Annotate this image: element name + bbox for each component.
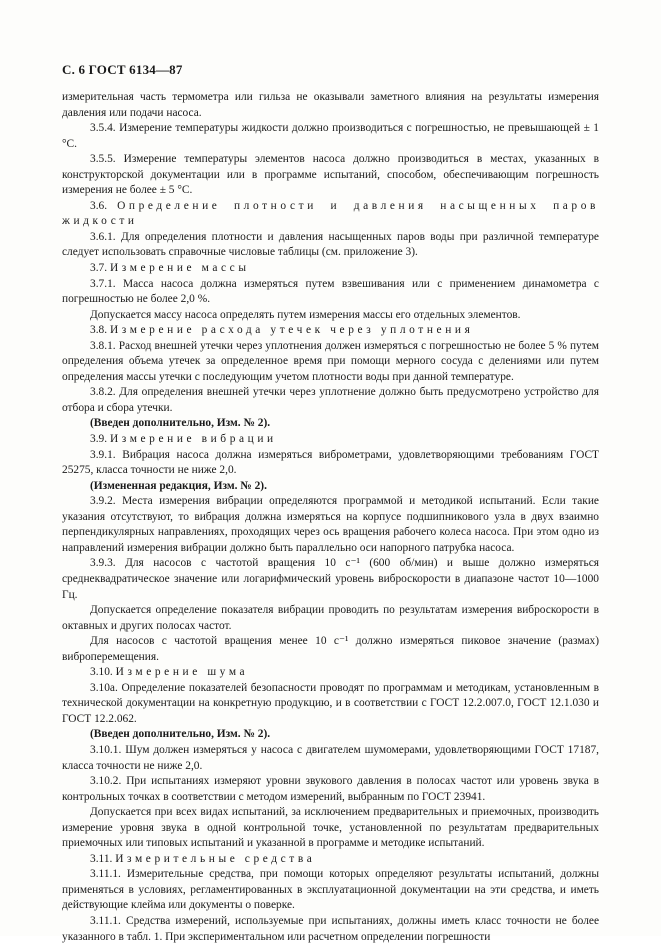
- page-header: С. 6 ГОСТ 6134—87: [62, 62, 183, 77]
- paragraph: измерительная часть термометра или гильза не оказывали заметного влияния на результаты измерения давления или подачи насоса.: [62, 91, 599, 119]
- section-heading: [62, 199, 599, 230]
- paragraph: 3.6.1. Для определения плотности и давления насыщенных паров воды при различной температуре следует использовать справочные числовые таблицы (см. приложение 3).: [62, 230, 599, 259]
- section-number: 3.7.: [90, 262, 108, 275]
- paragraph: 3.8.2. Для определения внешней утечки через уплотнение должно быть предусмотрено устройство для отбора и сбора утечки.: [62, 386, 599, 414]
- paragraph: 3.9.2. Места измерения вибрации определяются программой и методикой испытаний. Если такие указания отсутствуют, то вибрация должна измеряться на корпусе подшипникового узла в двух взаимно перпендикулярных направлениях, проходящих через ось вращения рабочего колеса насоса. При этом одно из направлений измерения вибрации должно быть параллельно оси напорного патрубка насоса.: [62, 495, 599, 554]
- paragraph: Допускается определение показателя вибрации проводить по результатам измерения виброскорости в октавных и других полосах частот.: [62, 604, 599, 632]
- paragraph: Для насосов с частотой вращения менее 10 с⁻¹ должно измеряться пиковое значение (размах) виброперемещения.: [62, 635, 599, 663]
- paragraph: 3.5.4. Измерение температуры жидкости должно производиться с погрешностью, не превышающей ± 1 °С.: [62, 122, 599, 150]
- section-heading: [62, 852, 599, 868]
- paragraph: 3.5.5. Измерение температуры элементов насоса должно производиться в местах, указанных в конструкторской документации или в программе испытаний, способом, обеспечивающим погрешность измерения не более ± 5 °С.: [62, 153, 599, 197]
- section-number: 3.11.: [90, 852, 113, 865]
- paragraph: 3.9.3. Для насосов с частотой вращения 10 с⁻¹ (600 об/мин) и выше должно измеряться среднеквадратическое значение или логарифмический уровень виброскорости в диапазоне частот 10—1000 Гц.: [62, 557, 599, 601]
- amendment-note: (Введен дополнительно, Изм. № 2).: [90, 417, 271, 430]
- section-title: Измерение массы: [109, 262, 250, 275]
- paragraph: 3.7.1. Масса насоса должна измеряться путем взвешивания или с применением динамометра с погрешностью не более 2,0 %.: [62, 277, 599, 306]
- paragraph: 3.10.1. Шум должен измеряться у насоса с двигателем шумомерами, удовлетворяющими ГОСТ 17187, класса точности не ниже 2,0.: [62, 743, 599, 772]
- section-title: Измерение шума: [115, 666, 249, 679]
- section-heading: [62, 323, 599, 339]
- paragraph: Допускается при всех видах испытаний, за исключением предварительных и приемочных, производить измерение уровня звука в одной контрольной точке, установленной по результатам предварительных приемочных или типовых испытаний и указанной в программе и методике испытаний.: [62, 806, 599, 850]
- paragraph: 3.9.1. Вибрация насоса должна измеряться виброметрами, удовлетворяющими требованиям ГОСТ 25275, класса точности не ниже 2,0.: [62, 448, 599, 477]
- section-heading: [62, 665, 599, 681]
- document-body: [62, 90, 599, 945]
- section-title: Определение плотности и давления насыщенных паров жидкости: [62, 199, 599, 228]
- amendment-note: (Измененная редакция, Изм. № 2).: [90, 479, 267, 492]
- paragraph: 3.11.1. Измерительные средства, при помощи которых определяют результаты испытаний, должны применяться в условиях, регламентированных в эксплуатационной документации на эти средства, и иметь действующие клейма или документы о поверке.: [62, 868, 599, 912]
- paragraph: 3.11.1. Средства измерений, используемые при испытаниях, должны иметь класс точности не более указанного в табл. 1. При экспериментальном или расчетном определении погрешности: [62, 914, 599, 943]
- section-title: Измерительные средства: [115, 852, 316, 865]
- paragraph: 3.10.2. При испытаниях измеряют уровни звукового давления в полосах частот или уровень звука в контрольных точках в соответствии с методом измерений, выбранным по ГОСТ 23941.: [62, 775, 599, 803]
- paragraph: 3.8.1. Расход внешней утечки через уплотнения должен измеряться с погрешностью не более 5 % путем определения объема утечек за определенное время при помощи мерного сосуда с делениями или путем определения массы утечки с последующим учетом плотности воды при данной температуре.: [62, 339, 599, 383]
- section-number: 3.8.: [90, 324, 108, 337]
- section-title: Измерение расхода утечек через уплотнения: [109, 324, 474, 337]
- paragraph: Допускается массу насоса определять путем измерения массы его отдельных элементов.: [90, 308, 521, 321]
- section-number: 3.9.: [90, 433, 108, 446]
- section-title: Измерение вибрации: [109, 433, 277, 446]
- section-heading: [62, 432, 599, 448]
- paragraph: 3.10а. Определение показателей безопасности проводят по программам и методикам, установленным в технической документации на конкретную продукцию, и в соответствии с ГОСТ 12.2.007.0, ГОСТ 12.1.030 и ГОСТ 12.2.062.: [62, 681, 599, 725]
- section-number: 3.10.: [90, 666, 113, 679]
- section-heading: [62, 261, 599, 277]
- amendment-note: (Введен дополнительно, Изм. № 2).: [90, 728, 271, 741]
- section-number: 3.6.: [90, 199, 108, 212]
